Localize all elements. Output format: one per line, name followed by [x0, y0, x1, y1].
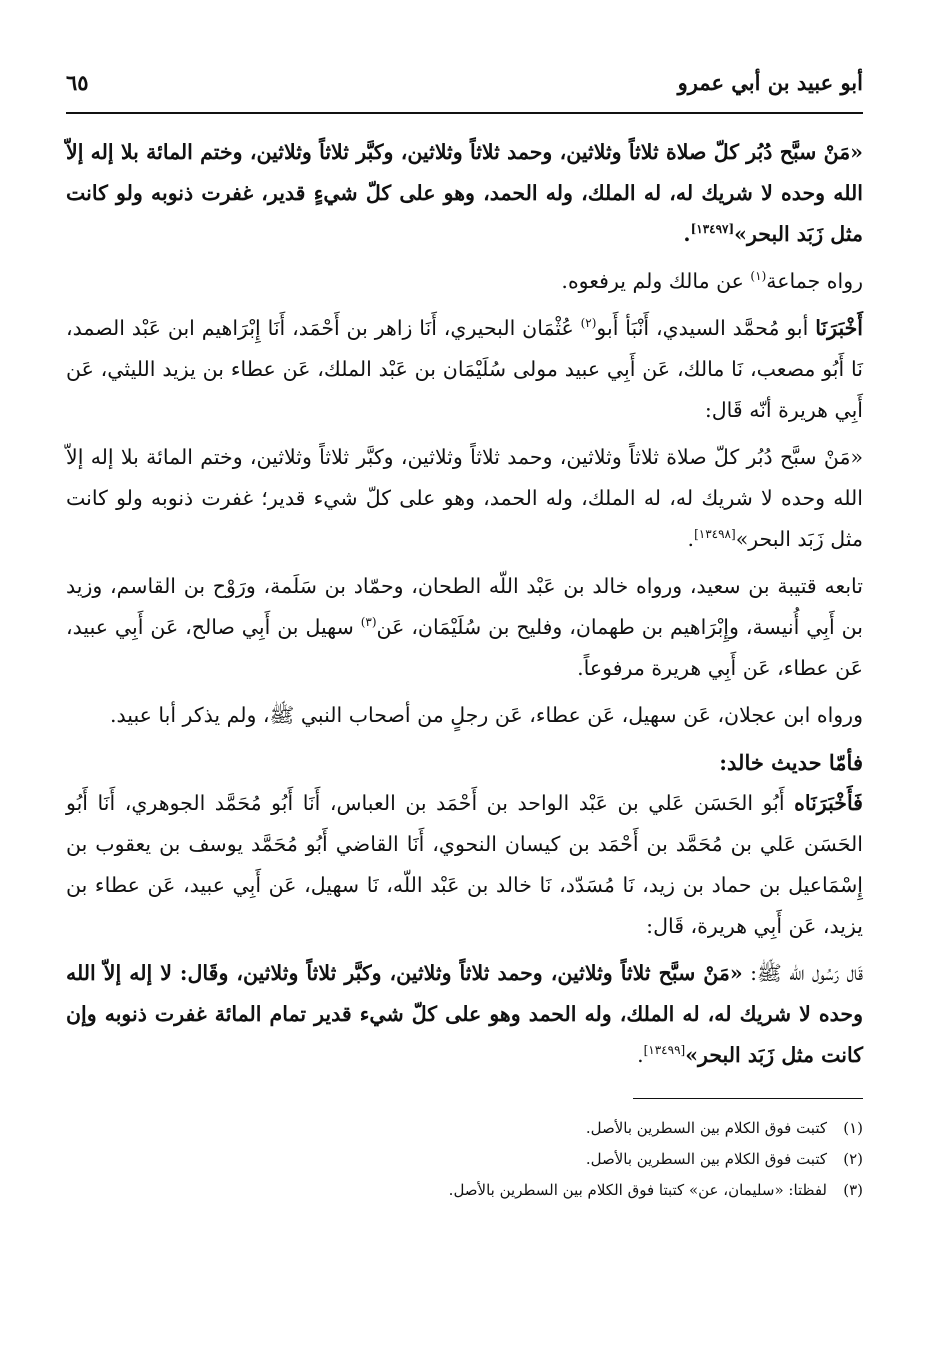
footnote-marker: (٣)	[360, 615, 377, 630]
footnote: (٢)كتبت فوق الكلام بين السطرين بالأصل.	[585, 1150, 863, 1168]
running-header	[66, 70, 863, 114]
running-title: أبو عبيد بن أبي عمرو	[677, 70, 863, 95]
isnad-chain: أَخْبَرَنَا أبو مُحمَّد السيدي، أَنْبَأ أَبو$^{(٢)}$ عُثْمَان البحيري، أَنَا زاهر بن أَحْمَد، أَنَا إِبْرَاهيم ابن عَبْد الصمد، نَا أَبُو مصعب، نَا مالك، عَن أَبِي عبيد مولى سُلَيْمَان بن عَبْد الملك، عَن عطاء بن يزيد الليثي، عَن أَبِي هريرة أنّه قَال:	[66, 316, 864, 422]
narration-note: تابعه قتيبة بن سعيد، ورواه خالد بن عَبْد اللّه الطحان، وحمّاد بن سَلَمة، ورَوْح بن القاسم، وزيد بن أَبِي أُنيسة، وإِبْرَاهيم بن طهمان، وفليح بن سُلَيْمَان، عَن$^{(٣)}$ سهيل بن أَبِي صالح، عَن أَبِي عبيد، عَن عطاء، عَن أَبِي هريرة مرفوعاً.	[66, 574, 863, 680]
page-number: ٦٥	[66, 70, 89, 95]
page	[66, 70, 863, 1206]
narration-note: رواه جماعة$^{(١)}$ عن مالك ولم يرفعوه.	[561, 269, 863, 293]
reference-number: [١٣٤٩٩]	[643, 1043, 686, 1058]
reference-number: [١٣٤٩٧]	[690, 222, 735, 237]
section-heading: فأمّا حديث خالد:	[719, 750, 863, 775]
footnote-separator	[633, 1098, 863, 1099]
hadith-text: «مَنْ سبَّح دُبُر كلّ صلاة ثلاثاً وثلاثين، وحمد ثلاثاً وثلاثين، وكبَّر ثلاثاً وثلاثين، وختم المائة بلا إله إلاّ الله وحده لا شريك له، له الملك، وله الحمد، وهو على كلّ شيءٍ قدير، غفرت ذنوبه ولو كانت مثل زَبَد البحر»[١٣٤٩٧].	[66, 140, 863, 246]
transmission-keyword: أَخْبَرَنَا	[815, 316, 864, 340]
main-text	[66, 132, 863, 1076]
footnote-marker: (١)	[750, 269, 767, 284]
footnotes	[66, 1113, 863, 1206]
transmission-keyword: فَأَخْبَرَنَاه	[794, 791, 863, 815]
reference-number: [١٣٤٩٨]	[694, 527, 736, 542]
narration-note: ورواه ابن عجلان، عَن سهيل، عَن عطاء، عَن رجلٍ من أصحاب النبي ﷺ، ولم يذكر أبا عبيد.	[110, 703, 863, 727]
hadith-text: «مَنْ سبَّح دُبُر كلّ صلاة ثلاثاً وثلاثين، وحمد ثلاثاً وثلاثين، وكبَّر ثلاثاً وثلاثين، وختم المائة بلا إله إلاّ الله وحده لا شريك له، له الملك، وله الحمد، وهو على كلّ شيء قدير؛ غفرت ذنوبه ولو كانت مثل زَبَد البحر»[١٣٤٩٨].	[66, 445, 863, 551]
footnote: (٣)لفظتا: «سليمان، عن» كتبتا فوق الكلام بين السطرين بالأصل.	[448, 1181, 863, 1199]
footnote-marker: (٢)	[580, 316, 597, 331]
footnote: (١)كتبت فوق الكلام بين السطرين بالأصل.	[585, 1119, 863, 1137]
hadith-text: قَال رَسُول الله ﷺ: «مَنْ سبَّح ثلاثاً وثلاثين، وحمد ثلاثاً وثلاثين، وكبَّر ثلاثاً وثلاثين، وقَال: لا إله إلاّ الله وحده لا شريك له، له الملك، وله الحمد وهو على كلّ شيء قدير تمام المائة غفرت ذنوبه وإن كانت مثل زَبَد البحر»[١٣٤٩٩].	[66, 961, 864, 1067]
isnad-chain: فَأَخْبَرَنَاه أَبُو الحَسَن عَلي بن عَبْد الواحد بن أَحْمَد بن العباس، أَنَا أَبُو مُحَمَّد الجوهري، أَنَا أَبُو الحَسَن عَلي بن مُحَمَّد بن أَحْمَد بن كيسان النحوي، أَنَا القاضي أَبُو مُحَمَّد يوسف بن يعقوب بن إِسْمَاعيل بن حماد بن زيد، نَا مُسَدّد، نَا خالد بن عَبْد اللّه، نَا سهيل، عَن أَبِي عبيد، عَن عطاء بن يزيد، عَن أَبِي هريرة، قَال:	[66, 791, 863, 938]
